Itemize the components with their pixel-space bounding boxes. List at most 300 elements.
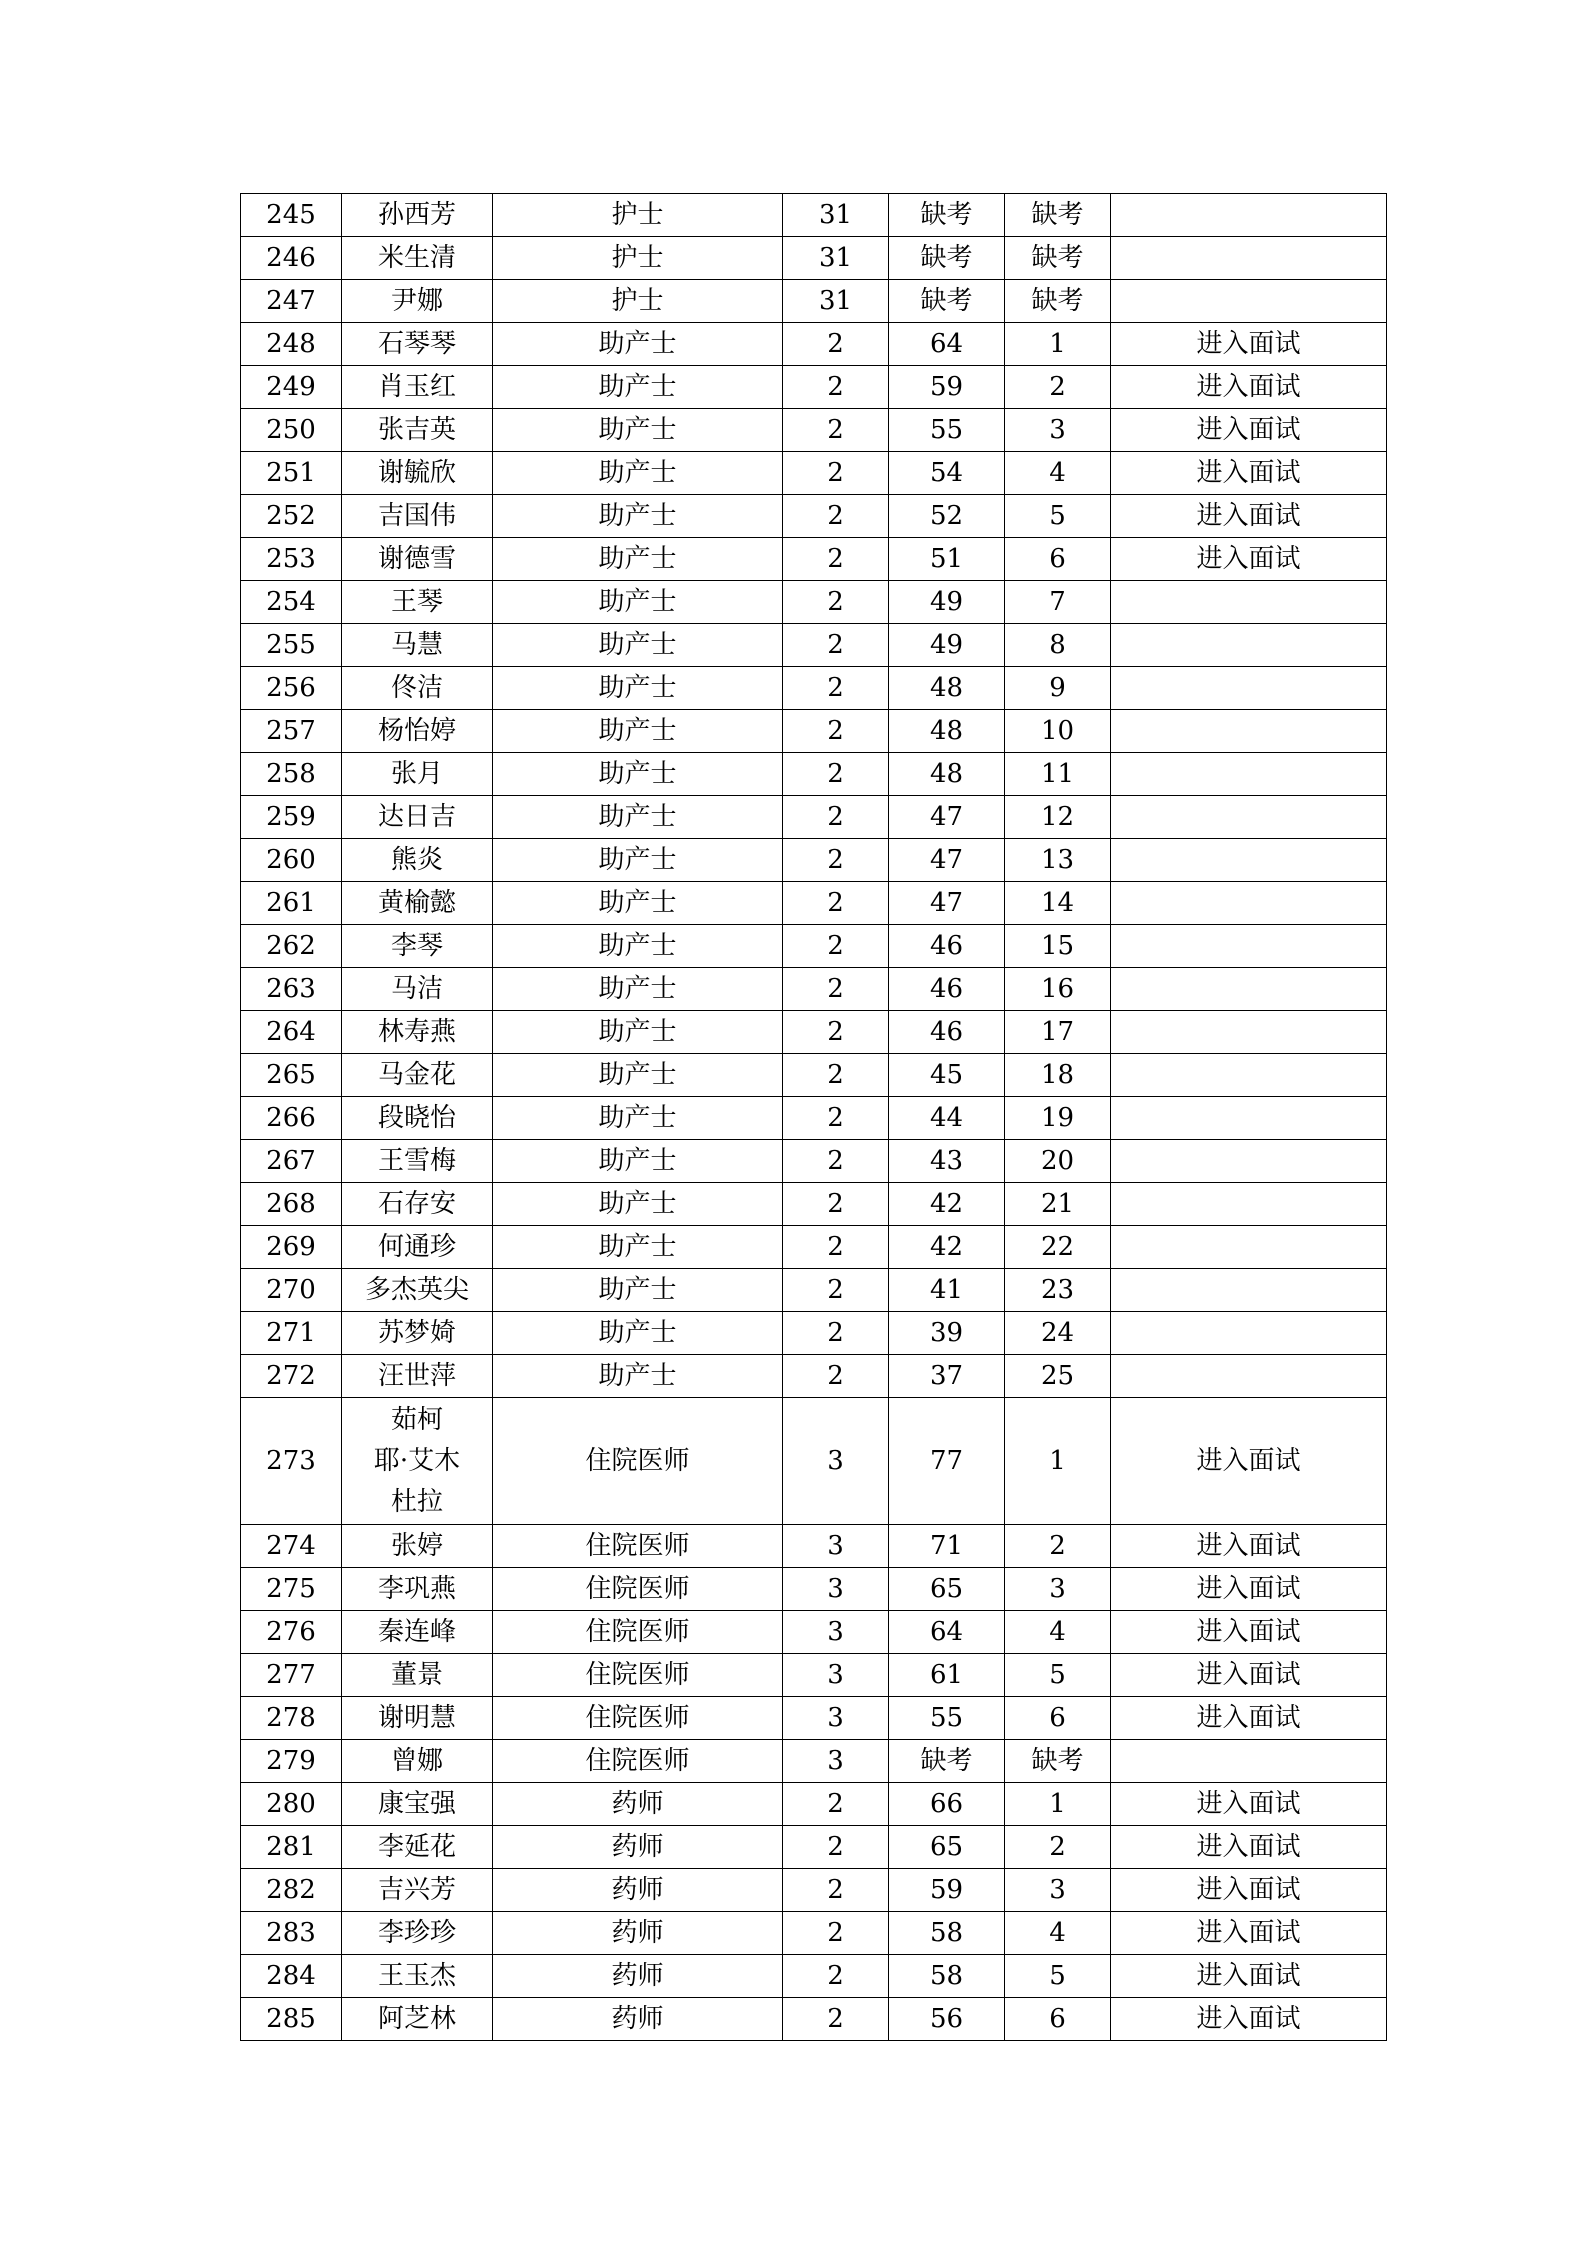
row-number-cell: 267 (241, 1140, 342, 1183)
candidate-name-cell: 苏梦婍 (342, 1312, 493, 1355)
position-cell: 助产士 (493, 624, 783, 667)
result-cell: 进入面试 (1111, 1525, 1387, 1568)
table-row (241, 925, 1387, 968)
table-row (241, 237, 1387, 280)
rank-cell: 11 (1005, 753, 1111, 796)
position-cell: 助产士 (493, 710, 783, 753)
position-cell: 助产士 (493, 538, 783, 581)
rank-cell: 缺考 (1005, 280, 1111, 323)
score-cell: 55 (889, 1697, 1005, 1740)
rank-cell: 3 (1005, 1568, 1111, 1611)
rank-cell: 14 (1005, 882, 1111, 925)
quota-cell: 2 (783, 1355, 889, 1398)
result-cell (1111, 1355, 1387, 1398)
position-cell: 助产士 (493, 925, 783, 968)
position-cell: 助产士 (493, 1355, 783, 1398)
candidate-name-cell: 谢明慧 (342, 1697, 493, 1740)
rank-cell: 20 (1005, 1140, 1111, 1183)
table-row (241, 1312, 1387, 1355)
candidate-name-cell: 张月 (342, 753, 493, 796)
score-cell: 49 (889, 624, 1005, 667)
quota-cell: 31 (783, 237, 889, 280)
quota-cell: 3 (783, 1611, 889, 1654)
quota-cell: 2 (783, 882, 889, 925)
row-number-cell: 284 (241, 1955, 342, 1998)
quota-cell: 2 (783, 667, 889, 710)
candidate-name-cell: 多杰英尖 (342, 1269, 493, 1312)
position-cell: 助产士 (493, 1097, 783, 1140)
position-cell: 助产士 (493, 1011, 783, 1054)
candidate-name-cell: 汪世萍 (342, 1355, 493, 1398)
quota-cell: 2 (783, 1783, 889, 1826)
candidate-name-cell: 吉国伟 (342, 495, 493, 538)
table-row (241, 839, 1387, 882)
result-cell: 进入面试 (1111, 1955, 1387, 1998)
row-number-cell: 283 (241, 1912, 342, 1955)
result-cell: 进入面试 (1111, 1697, 1387, 1740)
candidate-name-cell: 熊炎 (342, 839, 493, 882)
row-number-cell: 269 (241, 1226, 342, 1269)
quota-cell: 2 (783, 1269, 889, 1312)
candidate-name-cell: 王琴 (342, 581, 493, 624)
position-cell: 药师 (493, 1998, 783, 2041)
rank-cell: 6 (1005, 538, 1111, 581)
position-cell: 助产士 (493, 495, 783, 538)
row-number-cell: 271 (241, 1312, 342, 1355)
quota-cell: 2 (783, 1869, 889, 1912)
result-cell (1111, 1740, 1387, 1783)
candidate-name-cell: 李延花 (342, 1826, 493, 1869)
position-cell: 药师 (493, 1826, 783, 1869)
quota-cell: 2 (783, 753, 889, 796)
rank-cell: 6 (1005, 1697, 1111, 1740)
rank-cell: 5 (1005, 1955, 1111, 1998)
position-cell: 助产士 (493, 839, 783, 882)
table-row (241, 1611, 1387, 1654)
score-cell: 59 (889, 1869, 1005, 1912)
quota-cell: 31 (783, 194, 889, 237)
quota-cell: 2 (783, 1226, 889, 1269)
row-number-cell: 260 (241, 839, 342, 882)
row-number-cell: 280 (241, 1783, 342, 1826)
result-cell (1111, 1312, 1387, 1355)
result-cell (1111, 280, 1387, 323)
quota-cell: 2 (783, 1312, 889, 1355)
quota-cell: 2 (783, 1955, 889, 1998)
table-row (241, 280, 1387, 323)
position-cell: 助产士 (493, 452, 783, 495)
quota-cell: 31 (783, 280, 889, 323)
row-number-cell: 252 (241, 495, 342, 538)
position-cell: 助产士 (493, 1183, 783, 1226)
candidate-name-cell: 马慧 (342, 624, 493, 667)
score-cell: 59 (889, 366, 1005, 409)
position-cell: 住院医师 (493, 1525, 783, 1568)
rank-cell: 缺考 (1005, 1740, 1111, 1783)
position-cell: 住院医师 (493, 1654, 783, 1697)
candidate-name-cell: 段晓怡 (342, 1097, 493, 1140)
table-row (241, 581, 1387, 624)
result-cell (1111, 968, 1387, 1011)
score-cell: 缺考 (889, 1740, 1005, 1783)
row-number-cell: 268 (241, 1183, 342, 1226)
quota-cell: 3 (783, 1697, 889, 1740)
table-row (241, 667, 1387, 710)
table-row (241, 1998, 1387, 2041)
score-cell: 缺考 (889, 237, 1005, 280)
rank-cell: 8 (1005, 624, 1111, 667)
rank-cell: 24 (1005, 1312, 1111, 1355)
score-cell: 71 (889, 1525, 1005, 1568)
candidate-name-cell: 黄榆懿 (342, 882, 493, 925)
row-number-cell: 277 (241, 1654, 342, 1697)
row-number-cell: 251 (241, 452, 342, 495)
score-cell: 47 (889, 796, 1005, 839)
rank-cell: 1 (1005, 323, 1111, 366)
score-cell: 64 (889, 323, 1005, 366)
candidate-name-cell: 尹娜 (342, 280, 493, 323)
result-cell: 进入面试 (1111, 1783, 1387, 1826)
rank-cell: 3 (1005, 409, 1111, 452)
table-row (241, 1097, 1387, 1140)
rank-cell: 2 (1005, 1826, 1111, 1869)
table-row (241, 882, 1387, 925)
table-row (241, 1398, 1387, 1525)
result-cell (1111, 1183, 1387, 1226)
result-cell: 进入面试 (1111, 1998, 1387, 2041)
score-cell: 48 (889, 753, 1005, 796)
score-cell: 缺考 (889, 194, 1005, 237)
table-body (241, 194, 1387, 2041)
table-row (241, 1183, 1387, 1226)
table-row (241, 1955, 1387, 1998)
rank-cell: 16 (1005, 968, 1111, 1011)
result-cell (1111, 624, 1387, 667)
table-row (241, 1568, 1387, 1611)
score-cell: 42 (889, 1183, 1005, 1226)
quota-cell: 2 (783, 624, 889, 667)
rank-cell: 4 (1005, 1912, 1111, 1955)
row-number-cell: 266 (241, 1097, 342, 1140)
row-number-cell: 274 (241, 1525, 342, 1568)
result-cell (1111, 667, 1387, 710)
position-cell: 住院医师 (493, 1740, 783, 1783)
score-cell: 64 (889, 1611, 1005, 1654)
position-cell: 助产士 (493, 1226, 783, 1269)
result-cell: 进入面试 (1111, 366, 1387, 409)
position-cell: 住院医师 (493, 1697, 783, 1740)
result-cell (1111, 710, 1387, 753)
position-cell: 助产士 (493, 753, 783, 796)
score-cell: 44 (889, 1097, 1005, 1140)
score-cell: 65 (889, 1568, 1005, 1611)
table-row (241, 1011, 1387, 1054)
score-table (240, 193, 1387, 2041)
rank-cell: 7 (1005, 581, 1111, 624)
result-cell (1111, 237, 1387, 280)
row-number-cell: 258 (241, 753, 342, 796)
row-number-cell: 246 (241, 237, 342, 280)
table-row (241, 1654, 1387, 1697)
quota-cell: 2 (783, 839, 889, 882)
score-cell: 43 (889, 1140, 1005, 1183)
position-cell: 药师 (493, 1783, 783, 1826)
candidate-name-cell: 董景 (342, 1654, 493, 1697)
row-number-cell: 272 (241, 1355, 342, 1398)
score-cell: 56 (889, 1998, 1005, 2041)
candidate-name-cell: 秦连峰 (342, 1611, 493, 1654)
rank-cell: 缺考 (1005, 194, 1111, 237)
quota-cell: 2 (783, 925, 889, 968)
result-cell: 进入面试 (1111, 1611, 1387, 1654)
candidate-name-line: 耶·艾木 (373, 1445, 461, 1476)
quota-cell: 3 (783, 1568, 889, 1611)
candidate-name-cell: 曾娜 (342, 1740, 493, 1783)
quota-cell: 2 (783, 323, 889, 366)
table-row (241, 1783, 1387, 1826)
table-row (241, 1226, 1387, 1269)
table-row (241, 710, 1387, 753)
quota-cell: 2 (783, 409, 889, 452)
candidate-name-cell: 李巩燕 (342, 1568, 493, 1611)
position-cell: 助产士 (493, 409, 783, 452)
candidate-name-cell: 王雪梅 (342, 1140, 493, 1183)
score-cell: 54 (889, 452, 1005, 495)
quota-cell: 2 (783, 366, 889, 409)
score-cell: 缺考 (889, 280, 1005, 323)
result-cell (1111, 1011, 1387, 1054)
rank-cell: 10 (1005, 710, 1111, 753)
rank-cell: 22 (1005, 1226, 1111, 1269)
score-cell: 51 (889, 538, 1005, 581)
quota-cell: 2 (783, 538, 889, 581)
result-cell: 进入面试 (1111, 538, 1387, 581)
score-cell: 47 (889, 882, 1005, 925)
candidate-name-cell: 米生清 (342, 237, 493, 280)
rank-cell: 23 (1005, 1269, 1111, 1312)
quota-cell: 2 (783, 710, 889, 753)
row-number-cell: 245 (241, 194, 342, 237)
score-cell: 58 (889, 1955, 1005, 1998)
quota-cell: 3 (783, 1398, 889, 1525)
rank-cell: 21 (1005, 1183, 1111, 1226)
rank-cell: 25 (1005, 1355, 1111, 1398)
candidate-name-cell: 马金花 (342, 1054, 493, 1097)
row-number-cell: 261 (241, 882, 342, 925)
position-cell: 助产士 (493, 667, 783, 710)
quota-cell: 2 (783, 1054, 889, 1097)
row-number-cell: 257 (241, 710, 342, 753)
position-cell: 助产士 (493, 968, 783, 1011)
row-number-cell: 263 (241, 968, 342, 1011)
position-cell: 助产士 (493, 581, 783, 624)
result-cell (1111, 796, 1387, 839)
rank-cell: 3 (1005, 1869, 1111, 1912)
position-cell: 护士 (493, 280, 783, 323)
row-number-cell: 253 (241, 538, 342, 581)
result-cell (1111, 1226, 1387, 1269)
candidate-name-cell: 王玉杰 (342, 1955, 493, 1998)
rank-cell: 17 (1005, 1011, 1111, 1054)
quota-cell: 2 (783, 1183, 889, 1226)
score-cell: 47 (889, 839, 1005, 882)
rank-cell: 13 (1005, 839, 1111, 882)
table-row (241, 452, 1387, 495)
quota-cell: 2 (783, 1912, 889, 1955)
table-row (241, 1697, 1387, 1740)
row-number-cell: 285 (241, 1998, 342, 2041)
rank-cell: 15 (1005, 925, 1111, 968)
quota-cell: 2 (783, 968, 889, 1011)
candidate-name-line: 茹柯 (390, 1404, 443, 1435)
row-number-cell: 255 (241, 624, 342, 667)
candidate-name-cell: 杨怡婷 (342, 710, 493, 753)
quota-cell: 2 (783, 1140, 889, 1183)
score-cell: 66 (889, 1783, 1005, 1826)
rank-cell: 4 (1005, 452, 1111, 495)
quota-cell: 2 (783, 1826, 889, 1869)
result-cell (1111, 1269, 1387, 1312)
candidate-name-cell: 张婷 (342, 1525, 493, 1568)
table-row (241, 1140, 1387, 1183)
position-cell: 助产士 (493, 1269, 783, 1312)
row-number-cell: 279 (241, 1740, 342, 1783)
result-cell (1111, 194, 1387, 237)
rank-cell: 2 (1005, 1525, 1111, 1568)
result-cell (1111, 1140, 1387, 1183)
rank-cell: 缺考 (1005, 237, 1111, 280)
row-number-cell: 281 (241, 1826, 342, 1869)
score-cell: 49 (889, 581, 1005, 624)
candidate-name-cell: 李琴 (342, 925, 493, 968)
quota-cell: 2 (783, 796, 889, 839)
score-cell: 48 (889, 710, 1005, 753)
row-number-cell: 282 (241, 1869, 342, 1912)
position-cell: 护士 (493, 194, 783, 237)
row-number-cell: 259 (241, 796, 342, 839)
score-cell: 42 (889, 1226, 1005, 1269)
result-cell (1111, 1097, 1387, 1140)
table-row (241, 1912, 1387, 1955)
result-cell: 进入面试 (1111, 409, 1387, 452)
result-cell: 进入面试 (1111, 1826, 1387, 1869)
position-cell: 护士 (493, 237, 783, 280)
table-row (241, 495, 1387, 538)
rank-cell: 5 (1005, 495, 1111, 538)
position-cell: 住院医师 (493, 1398, 783, 1525)
result-cell (1111, 753, 1387, 796)
result-cell: 进入面试 (1111, 1912, 1387, 1955)
row-number-cell: 262 (241, 925, 342, 968)
rank-cell: 18 (1005, 1054, 1111, 1097)
row-number-cell: 276 (241, 1611, 342, 1654)
table-row (241, 1740, 1387, 1783)
table-row (241, 1525, 1387, 1568)
candidate-name-cell: 康宝强 (342, 1783, 493, 1826)
score-cell: 77 (889, 1398, 1005, 1525)
quota-cell: 3 (783, 1740, 889, 1783)
table-row (241, 1269, 1387, 1312)
candidate-name-cell: 谢德雪 (342, 538, 493, 581)
score-cell: 46 (889, 925, 1005, 968)
rank-cell: 5 (1005, 1654, 1111, 1697)
row-number-cell: 248 (241, 323, 342, 366)
score-cell: 55 (889, 409, 1005, 452)
position-cell: 助产士 (493, 1054, 783, 1097)
candidate-name-cell: 阿芝林 (342, 1998, 493, 2041)
position-cell: 住院医师 (493, 1611, 783, 1654)
table-row (241, 1869, 1387, 1912)
rank-cell: 1 (1005, 1398, 1111, 1525)
score-cell: 37 (889, 1355, 1005, 1398)
row-number-cell: 250 (241, 409, 342, 452)
table-row (241, 1826, 1387, 1869)
quota-cell: 2 (783, 1011, 889, 1054)
result-cell: 进入面试 (1111, 323, 1387, 366)
result-cell (1111, 581, 1387, 624)
score-cell: 46 (889, 1011, 1005, 1054)
position-cell: 助产士 (493, 366, 783, 409)
position-cell: 药师 (493, 1955, 783, 1998)
candidate-name-cell: 何通珍 (342, 1226, 493, 1269)
result-cell: 进入面试 (1111, 1869, 1387, 1912)
score-cell: 45 (889, 1054, 1005, 1097)
table-row (241, 968, 1387, 1011)
candidate-name-cell: 张吉英 (342, 409, 493, 452)
result-cell: 进入面试 (1111, 1398, 1387, 1525)
table-row (241, 796, 1387, 839)
row-number-cell: 247 (241, 280, 342, 323)
position-cell: 助产士 (493, 796, 783, 839)
quota-cell: 2 (783, 452, 889, 495)
rank-cell: 2 (1005, 366, 1111, 409)
table-row (241, 323, 1387, 366)
row-number-cell: 270 (241, 1269, 342, 1312)
position-cell: 助产士 (493, 1312, 783, 1355)
score-cell: 58 (889, 1912, 1005, 1955)
result-cell (1111, 925, 1387, 968)
rank-cell: 1 (1005, 1783, 1111, 1826)
score-cell: 39 (889, 1312, 1005, 1355)
table-row (241, 624, 1387, 667)
score-cell: 41 (889, 1269, 1005, 1312)
quota-cell: 3 (783, 1654, 889, 1697)
position-cell: 助产士 (493, 323, 783, 366)
row-number-cell: 256 (241, 667, 342, 710)
rank-cell: 19 (1005, 1097, 1111, 1140)
result-cell: 进入面试 (1111, 495, 1387, 538)
position-cell: 助产士 (493, 1140, 783, 1183)
score-cell: 46 (889, 968, 1005, 1011)
rank-cell: 4 (1005, 1611, 1111, 1654)
row-number-cell: 265 (241, 1054, 342, 1097)
candidate-name-cell: 吉兴芳 (342, 1869, 493, 1912)
candidate-name-cell: 马洁 (342, 968, 493, 1011)
score-cell: 52 (889, 495, 1005, 538)
row-number-cell: 278 (241, 1697, 342, 1740)
position-cell: 住院医师 (493, 1568, 783, 1611)
table-row (241, 1355, 1387, 1398)
candidate-name-cell: 石琴琴 (342, 323, 493, 366)
candidate-name-cell: 谢毓欣 (342, 452, 493, 495)
quota-cell: 2 (783, 1097, 889, 1140)
score-cell: 61 (889, 1654, 1005, 1697)
table-row (241, 194, 1387, 237)
quota-cell: 2 (783, 581, 889, 624)
table-row (241, 409, 1387, 452)
position-cell: 助产士 (493, 882, 783, 925)
candidate-name-cell (342, 1398, 493, 1525)
